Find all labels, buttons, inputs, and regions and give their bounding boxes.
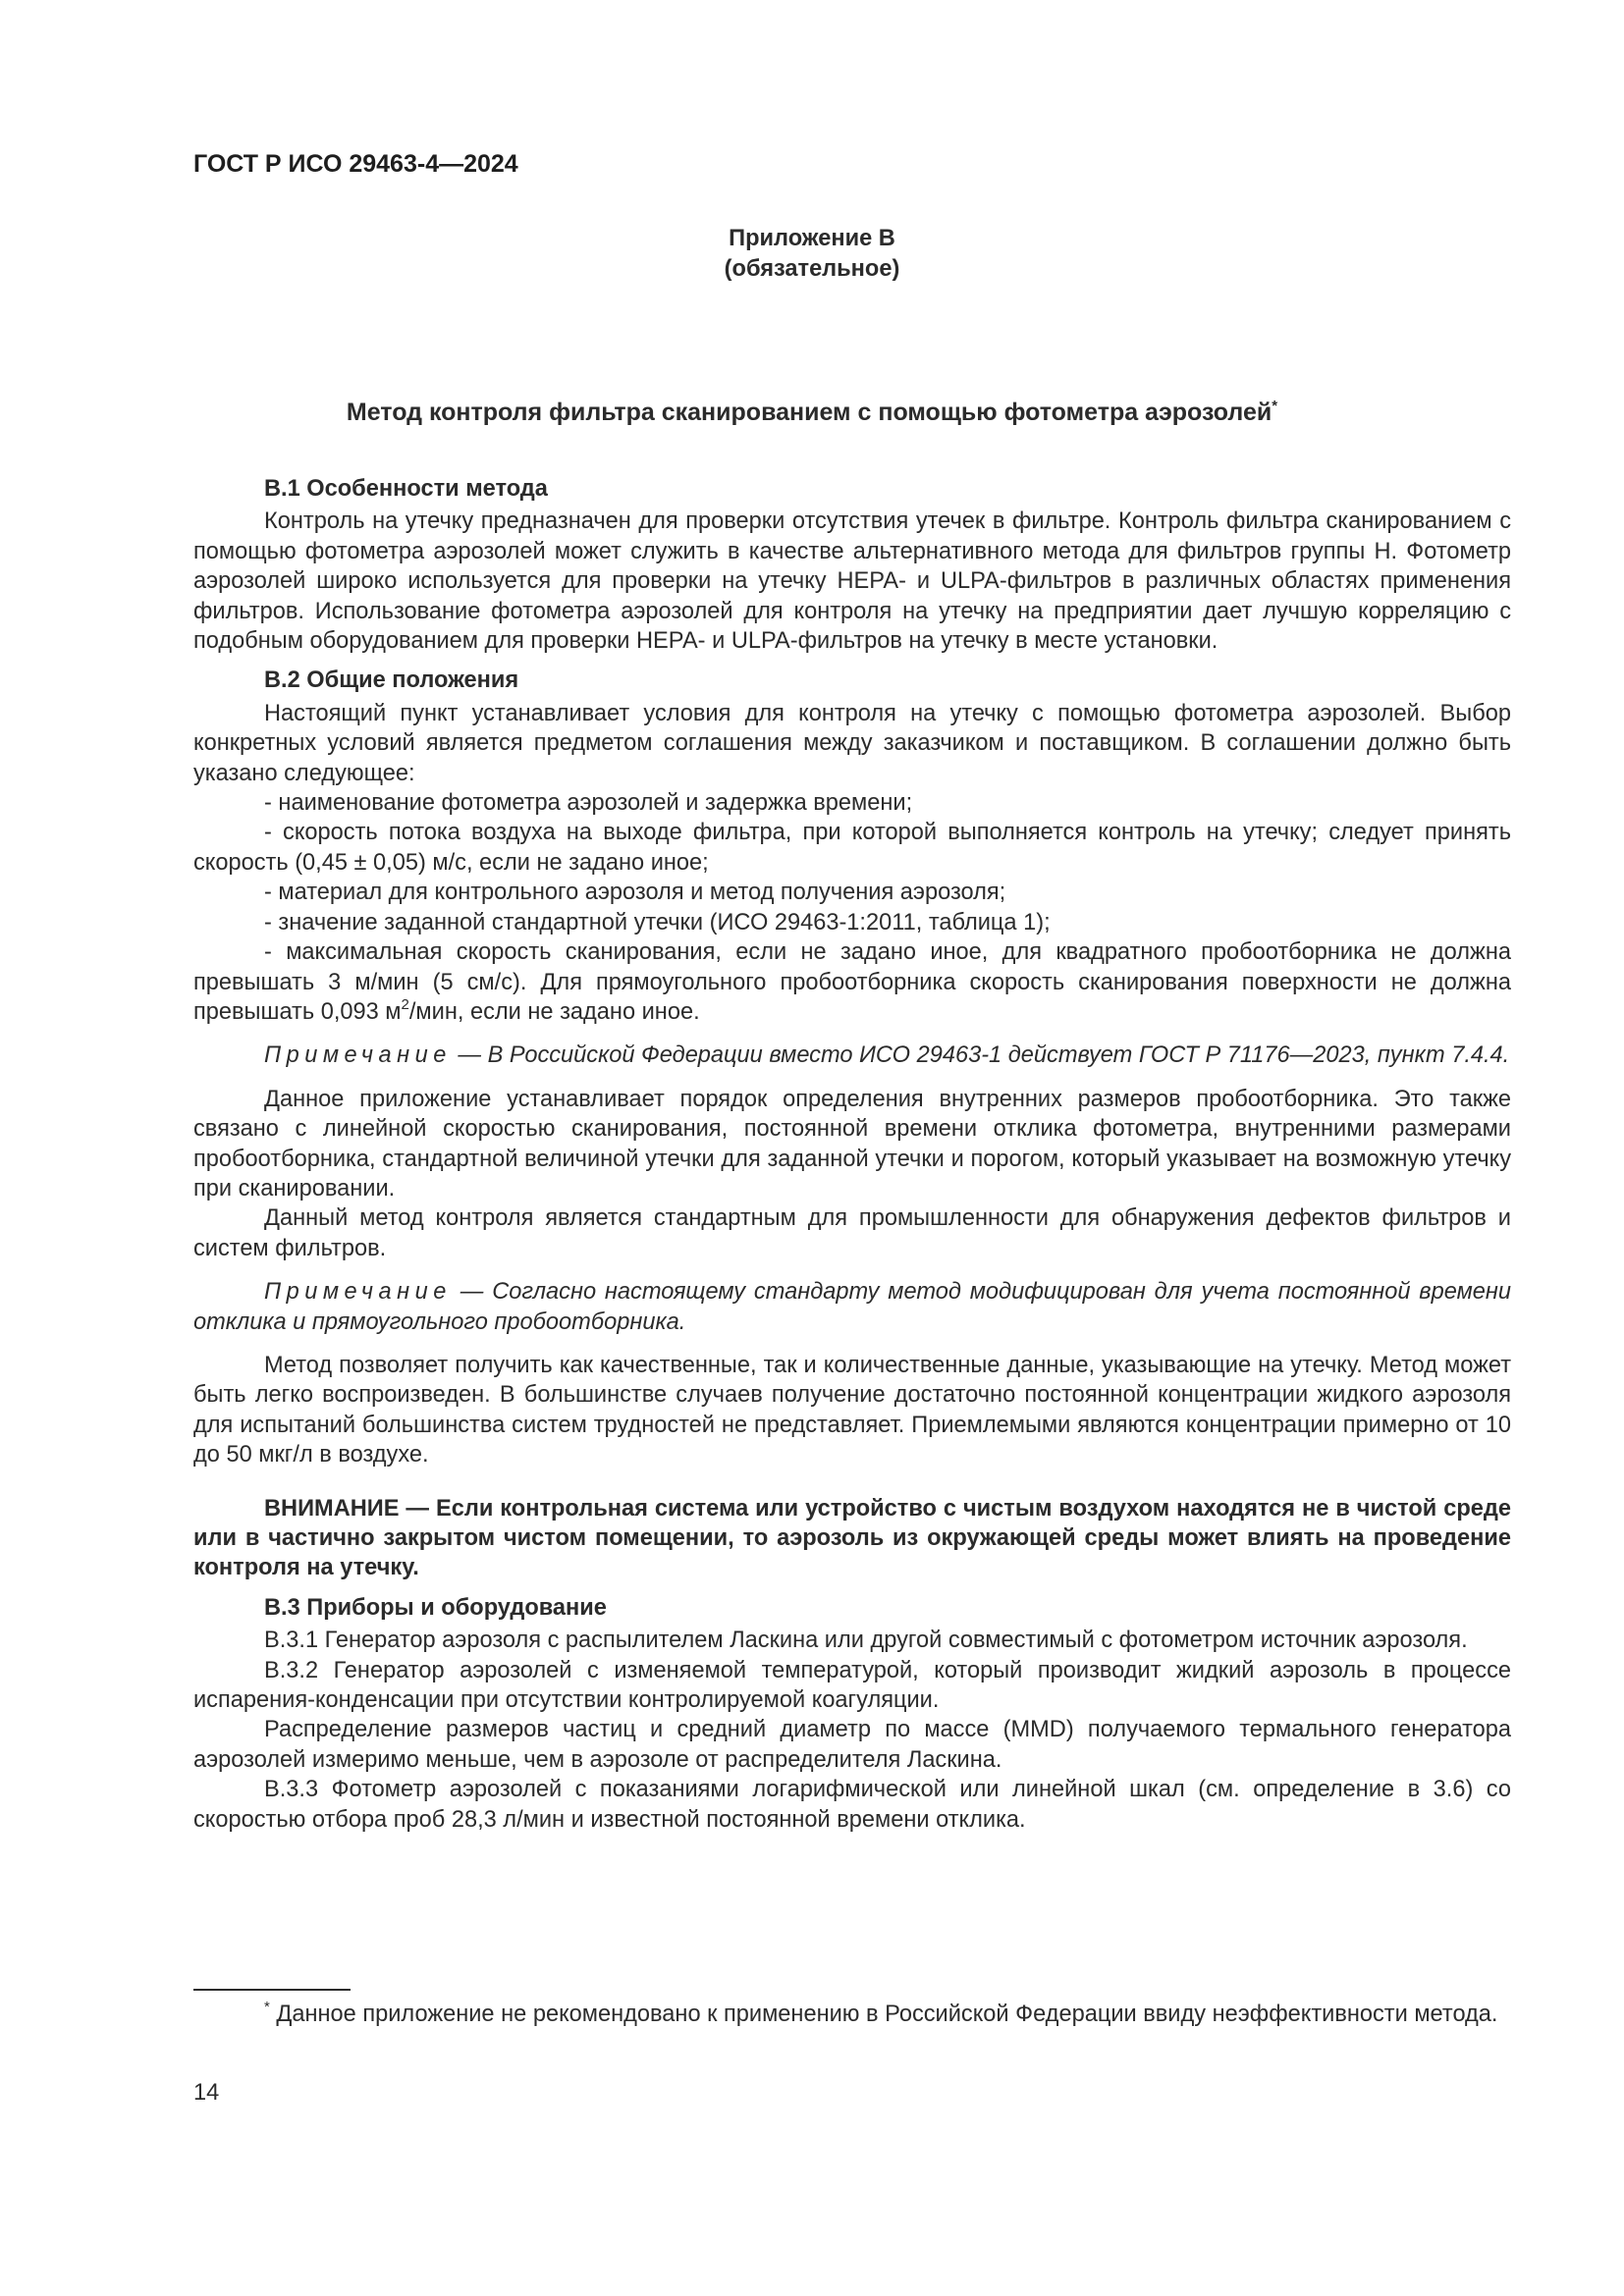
footnote [193,2000,1511,2029]
note-text: — Согласно настоящему стандарту метод модифицирован для учета постоянной времени отклика и прямоугольного пробоотборника. [193,1279,1511,1335]
section-b3-paragraph: B.3.2 Генератор аэрозолей с изменяемой температурой, который производит жидкий аэрозоль в процессе испарения-конденсации при отсутствии контролируемой коагуляции. [193,1657,1511,1714]
list-item: - наименование фотометра аэрозолей и задержка времени; [264,790,913,817]
section-b2-paragraph: Метод позволяет получить как качественные, так и количественные данные, указывающие на утечку. Метод может быть легко воспроизведен. В большинстве случаев получение достаточно постоянной концентрации жидкого аэрозоля для испытаний большинства систем трудностей не представляет. Приемлемыми являются концентрации примерно от 10 до 50 мкг/л в воздухе. [193,1352,1511,1468]
superscript: 2 [401,995,409,1013]
annex-title: Приложение B [729,226,895,251]
list-item: - скорость потока воздуха на выходе фильтра, при которой выполняется контроль на утечку; следует принять скорость (0,45 ± 0,05) м/с, если не задано иное; [193,820,1511,876]
standard-designation: ГОСТ Р ИСО 29463-4—2024 [193,150,518,178]
section-b3-paragraph: B.3.3 Фотометр аэрозолей с показаниями логарифмической или линейной шкал (см. определение в 3.6) со скоростью отбора проб 28,3 л/мин и известной постоянной времени отклика. [193,1777,1511,1833]
footnote-reference: * [1272,398,1278,414]
note [193,1277,1511,1337]
document-body [193,474,1511,1835]
footnote-separator [193,1989,351,1991]
section-b2-paragraph: Данный метод контроля является стандартным для промышленности для обнаружения дефектов фильтров и систем фильтров. [193,1205,1511,1261]
section-b1-paragraph: Контроль на утечку предназначен для проверки отсутствия утечек в фильтре. Контроль фильтра сканированием с помощью фотометра аэрозолей может служить в качестве альтернативного метода для фильтров группы Н. Фотометр аэрозолей широко используется для проверки на утечку НЕРА- и ULPA-фильтров в различных областях применения фильтров. Использование фотометра аэрозолей для контроля на утечку на предприятии дает лучшую корреляцию с подобным оборудованием для проверки НЕРА- и ULPA-фильтров на утечку в месте установки. [193,508,1511,655]
footnote-mark: * [264,1999,270,2015]
list-item-text-end: /мин, если не задано иное. [408,998,700,1025]
document-title [0,398,1624,427]
section-b3-heading: B.3 Приборы и оборудование [264,1594,607,1621]
section-b2-paragraph: Данное приложение устанавливает порядок определения внутренних размеров пробоотборника. Это также связано с линейной скоростью сканирования, постоянной времени отклика фотометра, внутренними размерами пробоотборника, стандартной величиной утечки для заданной утечки и порогом, который указывает на возможную утечку при сканировании. [193,1086,1511,1201]
note-label: Примечание [264,1279,452,1306]
warning-text: ВНИМАНИЕ — Если контрольная система или устройство с чистым воздухом находятся не в чистой среде или в частично закрытом чистом помещении, то аэрозоль из окружающей среды может влиять на проведение контроля на утечку. [193,1495,1511,1581]
list-item: - материал для контрольного аэрозоля и метод получения аэрозоля; [264,880,1006,906]
note [193,1041,1511,1070]
list-item: - значение заданной стандартной утечки (ИСО 29463-1:2011, таблица 1); [264,909,1051,935]
document-title-text: Метод контроля фильтра сканированием с помощью фотометра аэрозолей [346,399,1272,426]
section-b2-heading: B.2 Общие положения [264,667,519,694]
note-text: — В Российской Федерации вместо ИСО 29463-1 действует ГОСТ Р 71176—2023, пункт 7.4.4. [451,1042,1510,1069]
section-b2-paragraph: Настоящий пункт устанавливает условия для контроля на утечку с помощью фотометра аэрозолей. Выбор конкретных условий является предметом соглашения между заказчиком и поставщиком. В соглашении должно быть указано следующее: [193,700,1511,786]
page-number: 14 [193,2080,220,2106]
list-item-text: - максимальная скорость сканирования, если не задано иное, для квадратного пробоотборника не должна превышать 3 м/мин (5 см/с). Для прямоугольного пробоотборника скорость сканирования поверхности не должна превышать 0,093 м [193,939,1511,1025]
annex-status: (обязательное) [724,256,900,282]
list-item [193,937,1511,1027]
section-b3-paragraph: Распределение размеров частиц и средний диаметр по массе (MMD) получаемого термального генератора аэрозолей измеримо меньше, чем в аэрозоле от распределителя Ласкина. [193,1717,1511,1773]
section-b1-heading: B.1 Особенности метода [264,476,548,502]
footnote-text: Данное приложение не рекомендовано к применению в Российской Федерации ввиду неэффективности метода. [269,2002,1498,2027]
section-b3-paragraph: B.3.1 Генератор аэрозоля с распылителем Ласкина или другой совместимый с фотометром источник аэрозоля. [264,1628,1468,1654]
note-label: Примечание [264,1042,452,1069]
